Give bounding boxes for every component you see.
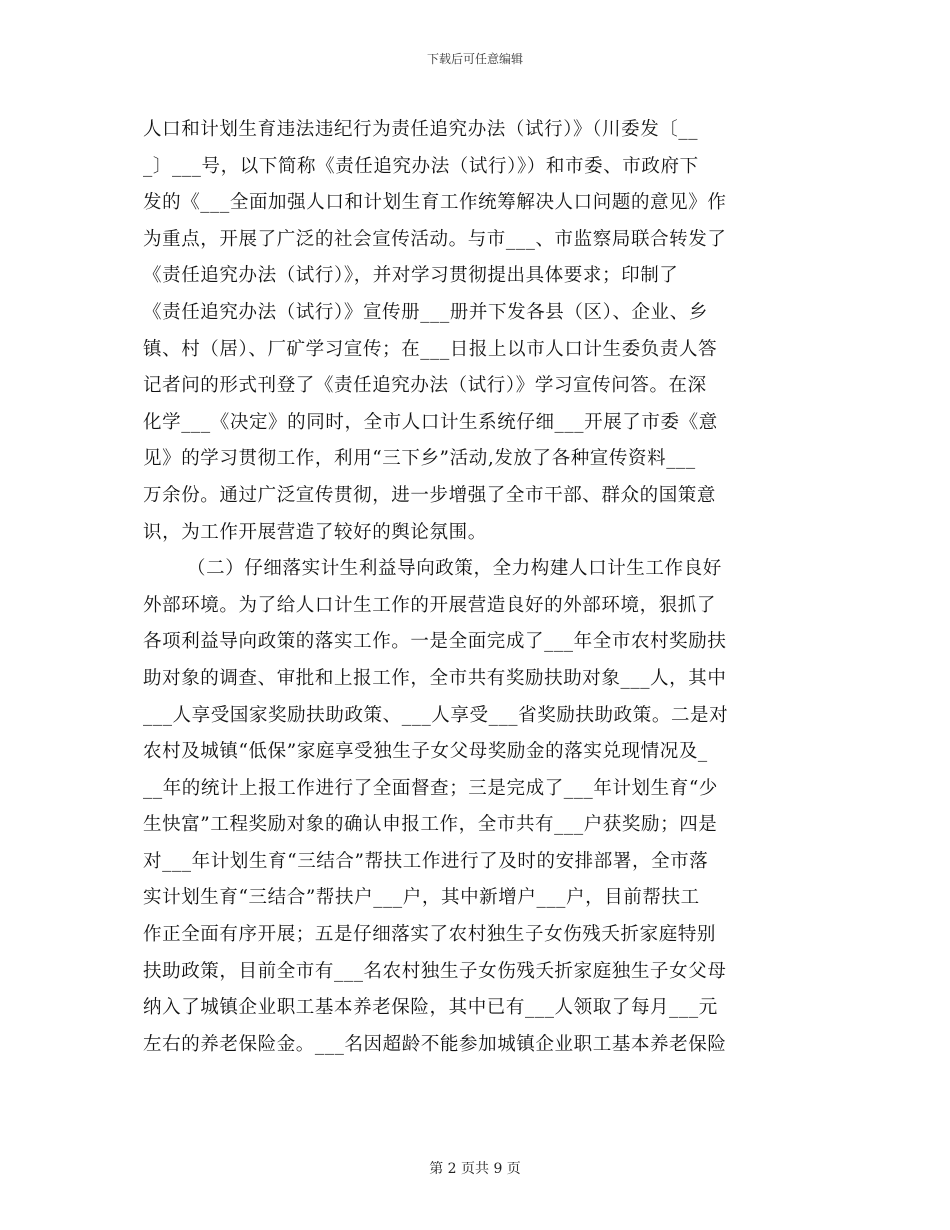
text-line: 纳入了城镇企业职工基本养老保险，其中已有___人领取了每月___元 xyxy=(143,997,718,1019)
text-line: 左右的养老保险金。___名因超龄不能参加城镇企业职工基本养老保险 xyxy=(143,1033,727,1055)
text-line: 农村及城镇“低保”家庭享受独生子女父母奖励金的落实兑现情况及_ xyxy=(143,741,708,763)
text-line: 为重点，开展了广泛的社会宣传活动。与市___、市监察局联合转发了 xyxy=(143,228,727,250)
text-line: _〕___号，以下简称《责任追究办法（试行）》）和市委、市政府下 xyxy=(143,155,699,177)
text-line: 实计划生育“三结合”帮扶户___户，其中新增户___户，目前帮扶工 xyxy=(143,887,700,909)
text-line: 作正全面有序开展；五是仔细落实了农村独生子女伤残夭折家庭特别 xyxy=(143,924,717,946)
text-line: 发的《___全面加强人口和计划生育工作统筹解决人口问题的意见》作 xyxy=(143,192,727,214)
text-line: 人口和计划生育违法违纪行为责任追究办法（试行）》（川委发〔__ xyxy=(143,119,699,140)
text-line: 对___年计划生育“三结合”帮扶工作进行了及时的安排部署，全市落 xyxy=(143,850,709,872)
text-line: 万余份。通过广泛宣传贯彻，进一步增强了全市干部、群众的国策意 xyxy=(143,484,717,506)
page-header: 下载后可任意编辑 xyxy=(426,52,523,66)
text-line: ___人享受国家奖励扶助政策、___人享受___省奖励扶助政策。二是对 xyxy=(143,704,729,726)
text-line: 化学___《决定》的同时，全市人口计生系统仔细___开展了市委《意 xyxy=(143,411,718,433)
section-heading-line: （二）仔细落实计生利益导向政策，全力构建人口计生工作良好 xyxy=(187,558,722,580)
text-line: 记者问的形式刊登了《责任追究办法（试行）》学习宣传问答。在深 xyxy=(143,375,707,397)
text-line: 各项利益导向政策的落实工作。一是全面完成了___年全市农村奖励扶 xyxy=(143,631,727,653)
document-body xyxy=(143,112,803,1063)
text-line: 识，为工作开展营造了较好的舆论氛围。 xyxy=(143,521,487,543)
text-line: 助对象的调查、审批和上报工作，全市共有奖励扶助对象___人，其中 xyxy=(143,667,727,689)
text-line: 扶助政策，目前全市有___名农村独生子女伤残夭折家庭独生子女父母 xyxy=(143,960,727,982)
page-number-footer: 第 2 页共 9 页 xyxy=(429,1161,521,1177)
text-line: 见》的学习贯彻工作，利用“三下乡”活动,发放了各种宣传资料___ xyxy=(143,448,696,470)
text-line: 《责任追究办法（试行）》，并对学习贯彻提出具体要求；印制了 xyxy=(143,265,679,287)
text-line: 镇、村（居）、厂矿学习宣传；在___日报上以市人口计生委负责人答 xyxy=(143,338,718,360)
text-line: 《责任追究办法（试行）》宣传册___册并下发各县（区）、企业、乡 xyxy=(143,301,708,323)
text-line: 外部环境。为了给人口计生工作的开展营造良好的外部环境，狠抓了 xyxy=(143,594,717,616)
text-line: __年的统计上报工作进行了全面督查；三是完成了___年计划生育“少 xyxy=(143,777,719,799)
text-line: 生快富”工程奖励对象的确认申报工作，全市共有___户获奖励；四是 xyxy=(143,814,718,836)
